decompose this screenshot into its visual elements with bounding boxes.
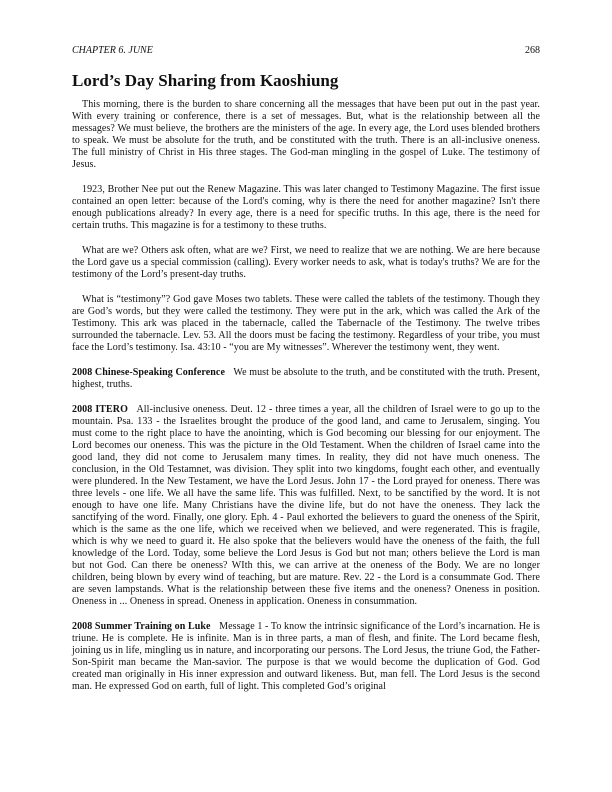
- paragraph: 1923, Brother Nee put out the Renew Magazine. This was later changed to Testimony Magazine. The first issue contained an open letter: because of the Lord's coming, why is there the need for another magazine? Isn't there enough publications already? In every age, there is a need for specific truths. In this age, there is the need for certain truths. This magazine is for a testimony to these truths.: [72, 184, 540, 231]
- paragraph: What is “testimony”? God gave Moses two tablets. These were called the tablets of the testimony. Though they are God’s words, but they were called the testimony. They were put in the ark, which was called the Ark of the Testimony. This ark was placed in the tabernacle, called the Tabernacle of the Testimony. The twelve tribes surrounded the tabernacle. Lev. 53. All the doors must be facing the testimony. Regardless of your tribe, you must face the Lord’s testimony. Isa. 43:10 - “you are My witnesses”. Wherever the testimony went, they went.: [72, 294, 540, 353]
- chapter-label: CHAPTER 6. JUNE: [72, 45, 153, 56]
- section-title: Lord’s Day Sharing from Kaoshiung: [72, 71, 339, 90]
- run-in-heading: 2008 Summer Training on Luke: [72, 621, 211, 632]
- run-in-heading: 2008 ITERO: [72, 404, 128, 415]
- run-in-section: [72, 404, 540, 608]
- run-in-section: [72, 621, 540, 693]
- run-in-section: [72, 367, 540, 391]
- running-header: [72, 45, 540, 57]
- run-in-text: We must be absolute to the truth, and be constituted with the truth. Present, highest, truths.: [72, 367, 540, 390]
- page-number: 268: [525, 45, 540, 56]
- document-page: [72, 45, 540, 706]
- run-in-text: All-inclusive oneness. Deut. 12 - three times a year, all the children of Israel were to go up to the mountain. Psa. 133 - the Israelites brought the produce of the good land, and came to Jerusalem, singing. You must come to the right place to have the anointing, which is God becoming our blessing for our enjoyment. The Lord becomes our oneness. This was the picture in the Old Testament. When the children of Israel came into the good land, they did not come to Jerusalem many times. In reality, they did not have much oneness. The conclusion, in the Old Testamnet, was division. They split into two kingdoms, fought each other, and eventually were plundered. In the New Testament, we have the Lord Jesus. John 17 - the Lord prayed for oneness. There was three levels - one life. We all have the same life. This was fulfilled. Next, to be sanctified by the word. It is not enough to have one life. Many Christians have the divine life, but do not have the oneness. They lack the sanctifying of the word. Finally, one glory. Eph. 4 - Paul exhorted the believers to guard the oneness of the Spirit, which is the same as the one life, which we received when we believed, and were regenerated. This is fragile, which is why we need to guard it. He also spoke that the believers would have the oneness of the faith, the full knowledge of the Lord. Today, some believe the Lord Jesus is God but not man; others believe the Lord is man but not God. Can there be oneness? WIth this, we can arrive at the oneness of the Body. We are no longer children, being blown by every wind of teaching, but are mature. Rev. 22 - the Lord is a consummate God. There are seven lampstands. What is the relationship between these five items and the oneness? Oneness in position. Oneness in ... Oneness in spread. Oneness in application. Oneness in consummation.: [72, 404, 540, 607]
- paragraph: This morning, there is the burden to share concerning all the messages that have been put out in the past year. With every training or conference, there is a set of messages. But, what is the relationship between all the messages? We must believe, the brothers are the ministers of the age. In every age, the Lord uses blended brothers to speak. We must be absolute for the truth, and be constituted with the truth. There is an all-inclusive oneness. The full ministry of Christ in His three stages. The God-man mingling in the gospel of Luke. The testimony of Jesus.: [72, 99, 540, 170]
- run-in-text: Message 1 - To know the intrinsic significance of the Lord’s incarnation. He is triune. He is complete. He is infinite. Man is in three parts, a man of flesh, and finite. The Lord became flesh, joining us in life, mingling us in nature, and incorporating our persons. The Lord Jesus, the triune God, the Father-Son-Spirit man became the Man-savior. The purpose is that we would become the duplication of God. God created man originally in His inner expression and outward likeness. But, man fell. The Lord Jesus is the second man. He expressed God on earth, full of light. This completed God’s original: [72, 621, 540, 692]
- run-in-heading: 2008 Chinese-Speaking Conference: [72, 367, 225, 378]
- paragraph: What are we? Others ask often, what are we? First, we need to realize that we are nothing. We are here because the Lord gave us a special commission (calling). Every worker needs to ask, what is today's truths? We are for the testimony of the Lord’s present-day truths.: [72, 245, 540, 280]
